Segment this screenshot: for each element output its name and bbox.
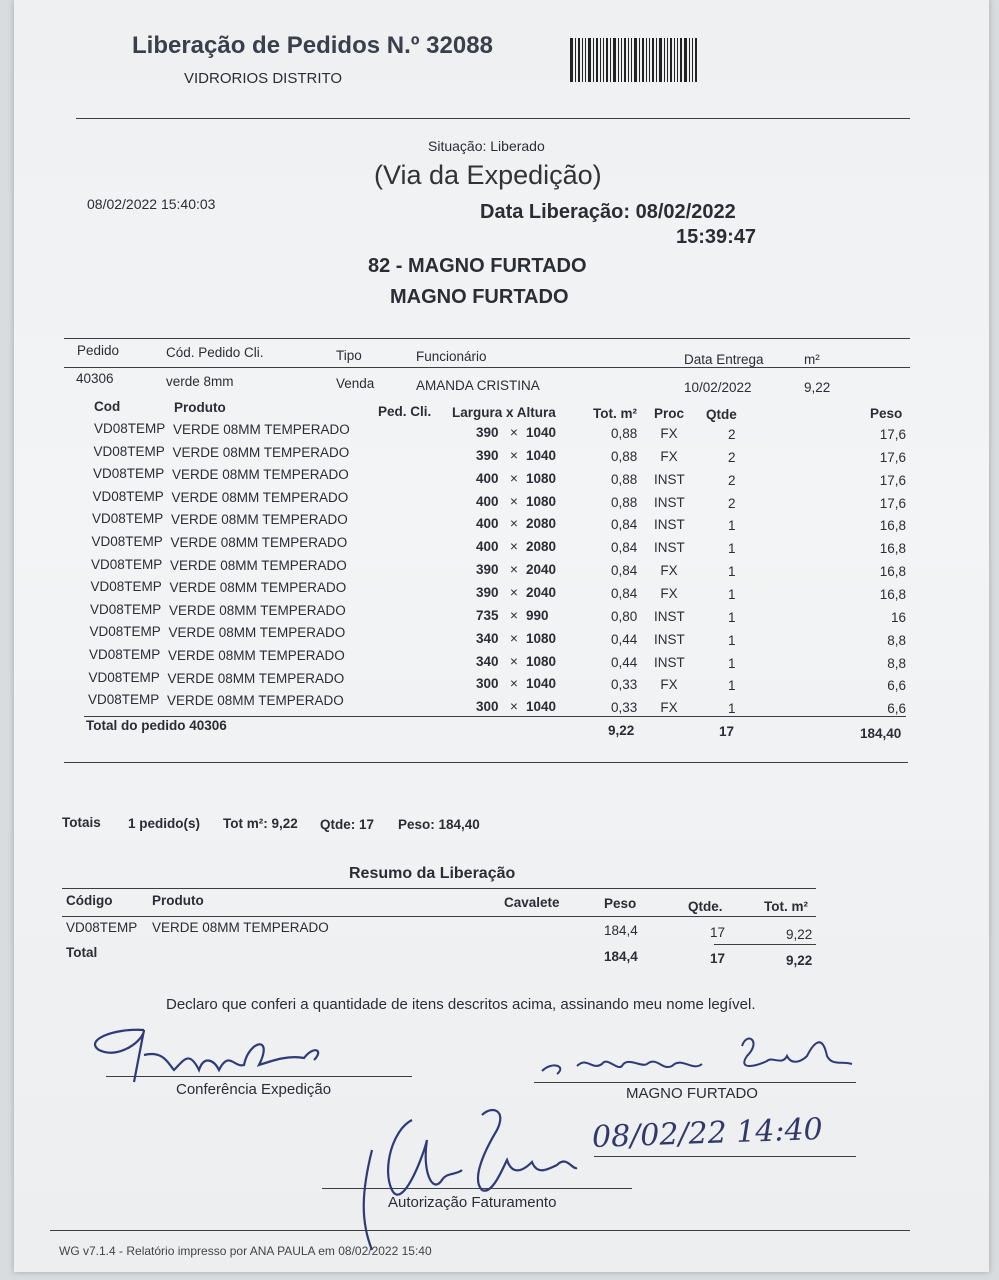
item-cod: VD08TEMP [88, 692, 160, 708]
barcode-bar [606, 38, 608, 82]
col-m2: m² [804, 352, 820, 367]
item-dimension-separator: × [510, 539, 518, 555]
item-largura: 400 [476, 493, 499, 509]
barcode-bar [578, 38, 580, 82]
customer-code-name: 82 - MAGNO FURTADO [368, 255, 587, 277]
order-client-code: verde 8mm [166, 374, 234, 389]
order-total-label: Total do pedido 40306 [86, 718, 227, 733]
item-altura: 1080 [526, 470, 557, 486]
item-produto: VERDE 08MM TEMPERADO [171, 489, 349, 505]
item-altura: 1040 [526, 425, 557, 440]
item-produto: VERDE 08MM TEMPERADO [168, 625, 346, 641]
item-tot: 0,44 [611, 631, 638, 647]
status-situacao: Situação: Liberado [428, 138, 545, 154]
item-tot: 0,88 [611, 494, 638, 510]
item-qtde: 1 [728, 564, 736, 580]
item-cod: VD08TEMP [93, 466, 165, 482]
document-page [14, 0, 989, 1272]
resumo-total-divider [714, 944, 816, 945]
item-proc: FX [660, 563, 678, 579]
resumo-col-qtde: Qtde. [688, 899, 723, 914]
item-cod: VD08TEMP [93, 443, 165, 459]
item-peso: 6,6 [887, 701, 906, 717]
items-bottom-divider [84, 716, 906, 717]
item-altura: 2040 [526, 562, 557, 578]
order-m2: 9,22 [804, 380, 831, 395]
items-col-produto: Produto [174, 400, 226, 415]
item-qtde: 2 [728, 449, 736, 465]
resumo-total-label: Total [66, 945, 98, 960]
barcode-icon [570, 38, 718, 82]
resumo-total-qtde: 17 [710, 951, 726, 966]
item-peso: 16,8 [879, 541, 906, 557]
item-produto: VERDE 08MM TEMPERADO [170, 535, 348, 550]
item-cod: VD08TEMP [91, 556, 163, 572]
barcode-bar [642, 38, 644, 82]
barcode-bar [593, 38, 594, 82]
item-tot: 0,88 [611, 471, 638, 487]
item-largura: 735 [476, 607, 499, 623]
resumo-col-tot-m2: Tot. m² [764, 899, 808, 914]
items-col-proc: Proc [654, 406, 685, 421]
item-produto: VERDE 08MM TEMPERADO [169, 580, 347, 596]
item-peso: 16,8 [879, 586, 906, 602]
barcode-bar [582, 38, 583, 82]
resumo-header-divider [62, 916, 816, 917]
item-produto: VERDE 08MM TEMPERADO [172, 467, 349, 483]
signature-cliente-icon [532, 1026, 862, 1086]
barcode-bar [659, 38, 662, 82]
item-dimension-separator: × [510, 607, 518, 623]
order-total-peso: 184,40 [860, 726, 902, 741]
items-col-cod: Cod [94, 399, 121, 414]
item-qtde: 1 [728, 541, 736, 557]
barcode-bar [613, 38, 616, 82]
order-section-divider [64, 762, 908, 763]
item-altura: 2080 [526, 516, 557, 532]
item-altura: 1040 [526, 699, 557, 715]
item-tot: 0,88 [611, 448, 638, 464]
barcode-bar [695, 38, 697, 82]
item-tot: 0,84 [611, 585, 638, 601]
item-largura: 300 [476, 676, 499, 692]
item-proc: INST [654, 517, 685, 533]
item-peso: 17,6 [879, 427, 906, 442]
item-peso: 16,8 [879, 564, 906, 580]
item-tot: 0,44 [611, 654, 638, 670]
handwritten-date: 08/02/22 14:40 [591, 1111, 824, 1156]
item-produto: VERDE 08MM TEMPERADO [173, 422, 350, 437]
items-col-qtde: Qtde [706, 407, 737, 422]
resumo-title: Resumo da Liberação [349, 865, 516, 882]
item-dimension-separator: × [510, 699, 518, 715]
order-top-divider [64, 338, 910, 339]
item-altura: 1080 [526, 493, 557, 509]
item-cod: VD08TEMP [89, 624, 161, 640]
totals-peso: Peso: 184,40 [398, 817, 480, 832]
item-qtde: 1 [728, 632, 736, 648]
item-peso: 17,6 [879, 472, 906, 488]
barcode-bar [575, 38, 576, 82]
item-produto: VERDE 08MM TEMPERADO [169, 602, 346, 618]
item-proc: FX [660, 448, 678, 464]
footer-divider [50, 1230, 910, 1231]
release-time: 15:39:47 [676, 226, 757, 248]
barcode-bar [677, 38, 678, 82]
item-tot: 0,33 [611, 677, 638, 693]
order-type: Venda [336, 376, 375, 391]
item-dimension-separator: × [510, 562, 518, 578]
item-largura: 300 [476, 699, 499, 715]
item-proc: INST [654, 540, 685, 556]
item-peso: 8,8 [887, 632, 906, 648]
item-tot: 0,80 [611, 608, 638, 624]
item-proc: INST [654, 608, 685, 624]
item-proc: INST [654, 654, 685, 670]
resumo-row-qtde: 17 [710, 925, 726, 940]
conferencia-label: Conferência Expedição [176, 1081, 332, 1098]
barcode-bar [649, 38, 650, 82]
resumo-row-tot-m2: 9,22 [786, 927, 813, 942]
totals-m2: Tot m²: 9,22 [223, 816, 298, 831]
item-proc: FX [660, 700, 678, 716]
item-altura: 1040 [526, 676, 557, 692]
totals-label: Totais [62, 815, 101, 830]
item-largura: 390 [476, 425, 499, 440]
company-name: VIDRORIOS DISTRITO [184, 70, 343, 87]
item-largura: 390 [476, 562, 499, 578]
barcode-bar [664, 38, 665, 82]
resumo-row-peso: 184,4 [604, 923, 638, 938]
barcode-bar [680, 38, 682, 82]
item-produto: VERDE 08MM TEMPERADO [167, 670, 345, 686]
barcode-bar [646, 38, 647, 82]
barcode-bar [656, 38, 657, 82]
item-peso: 17,6 [879, 449, 906, 465]
item-cod: VD08TEMP [90, 579, 162, 595]
item-cod: VD08TEMP [88, 669, 160, 685]
item-altura: 1080 [526, 630, 557, 646]
item-altura: 1080 [526, 653, 557, 669]
barcode-bar [689, 38, 690, 82]
barcode-bar [585, 38, 586, 82]
signature-conferencia-icon [74, 1010, 334, 1090]
col-funcionario: Funcionário [416, 349, 487, 364]
item-dimension-separator: × [510, 516, 518, 532]
item-cod: VD08TEMP [90, 601, 162, 617]
barcode-bar [603, 38, 604, 82]
item-peso: 16,8 [879, 518, 906, 534]
item-largura: 340 [476, 653, 499, 669]
date-line [594, 1156, 856, 1157]
item-dimension-separator: × [510, 584, 518, 600]
item-tot: 0,84 [611, 563, 638, 579]
item-tot: 0,84 [611, 540, 638, 556]
col-pedido: Pedido [77, 343, 120, 358]
item-largura: 400 [476, 516, 499, 532]
item-proc: FX [660, 677, 678, 693]
resumo-col-cavalete: Cavalete [504, 895, 560, 910]
order-total-qtde: 17 [719, 724, 735, 739]
item-peso: 6,6 [887, 678, 906, 694]
barcode-bar [588, 38, 591, 82]
item-largura: 400 [476, 470, 499, 486]
col-cod-pedido-cli: Cód. Pedido Cli. [166, 345, 264, 360]
item-proc: FX [660, 426, 678, 441]
resumo-col-codigo: Código [66, 893, 113, 908]
item-dimension-separator: × [510, 425, 518, 440]
resumo-total-peso: 184,4 [604, 949, 638, 964]
totals-qtde: Qtde: 17 [320, 817, 375, 832]
item-proc: INST [654, 631, 685, 647]
document-title: Liberação de Pedidos N.º 32088 [132, 32, 493, 59]
item-altura: 2080 [526, 539, 557, 555]
item-tot: 0,84 [611, 517, 638, 533]
order-total-m2: 9,22 [608, 723, 635, 738]
item-cod: VD08TEMP [94, 421, 166, 436]
item-cod: VD08TEMP [89, 647, 161, 662]
item-dimension-separator: × [510, 676, 518, 692]
item-qtde: 1 [728, 678, 736, 694]
resumo-row-codigo: VD08TEMP [66, 920, 138, 935]
item-produto: VERDE 08MM TEMPERADO [170, 557, 347, 573]
item-peso: 8,8 [887, 655, 906, 671]
header-divider [76, 118, 910, 119]
item-qtde: 1 [728, 655, 736, 671]
item-produto: VERDE 08MM TEMPERADO [172, 444, 350, 460]
declaration-text: Declaro que conferi a quantidade de itens descritos acima, assinando meu nome legível. [166, 996, 756, 1013]
item-qtde: 2 [728, 472, 736, 488]
item-tot: 0,88 [611, 426, 638, 441]
item-produto: VERDE 08MM TEMPERADO [168, 648, 345, 663]
item-qtde: 2 [728, 427, 736, 442]
item-produto: VERDE 08MM TEMPERADO [167, 693, 344, 709]
col-data-entrega: Data Entrega [684, 352, 764, 367]
barcode-bar [624, 38, 626, 82]
item-dimension-separator: × [510, 470, 518, 486]
barcode-bar [667, 38, 668, 82]
barcode-bar [570, 38, 573, 82]
signature-autorizacao-icon [332, 1100, 592, 1260]
item-peso: 16 [890, 609, 906, 625]
resumo-col-peso: Peso [604, 896, 637, 911]
item-proc: INST [654, 494, 685, 510]
barcode-bar [670, 38, 672, 82]
item-altura: 2040 [526, 584, 557, 600]
resumo-total-tot-m2: 9,22 [786, 953, 813, 968]
barcode-bar [684, 38, 687, 82]
item-qtde: 1 [728, 518, 736, 534]
customer-name: MAGNO FURTADO [390, 286, 569, 308]
barcode-bar [618, 38, 619, 82]
item-largura: 400 [476, 539, 499, 555]
printed-timestamp: 08/02/2022 15:40:03 [87, 196, 216, 212]
order-header-divider [64, 367, 910, 368]
barcode-bar [610, 38, 611, 82]
item-proc: FX [660, 585, 678, 601]
barcode-bar [639, 38, 640, 82]
cliente-name: MAGNO FURTADO [626, 1085, 758, 1102]
item-dimension-separator: × [510, 493, 518, 509]
item-peso: 17,6 [879, 495, 906, 511]
order-number: 40306 [76, 371, 114, 386]
barcode-bar [628, 38, 629, 82]
item-qtde: 1 [728, 701, 736, 717]
item-largura: 390 [476, 584, 499, 600]
resumo-col-produto: Produto [152, 893, 204, 908]
item-altura: 1040 [526, 447, 557, 463]
item-dimension-separator: × [510, 630, 518, 646]
item-proc: INST [654, 471, 685, 487]
barcode-bar [596, 38, 598, 82]
col-tipo: Tipo [336, 348, 362, 363]
item-produto: VERDE 08MM TEMPERADO [171, 512, 348, 528]
barcode-bar [600, 38, 601, 82]
item-altura: 990 [526, 607, 549, 623]
items-col-ped-cli: Ped. Cli. [378, 404, 432, 419]
item-qtde: 1 [728, 609, 736, 625]
items-col-tot-m2: Tot. m² [593, 406, 637, 421]
barcode-bar [631, 38, 632, 82]
resumo-row-produto: VERDE 08MM TEMPERADO [152, 920, 329, 935]
copy-type: (Via da Expedição) [374, 160, 602, 190]
item-qtde: 2 [728, 495, 736, 511]
totals-pedidos: 1 pedido(s) [128, 816, 201, 831]
item-largura: 340 [476, 630, 499, 646]
item-tot: 0,33 [611, 700, 638, 716]
barcode-bar [674, 38, 675, 82]
item-dimension-separator: × [510, 447, 518, 463]
barcode-bar [652, 38, 654, 82]
items-col-largura-altura: Largura x Altura [452, 405, 556, 420]
item-cod: VD08TEMP [92, 488, 164, 504]
items-col-peso: Peso [870, 406, 903, 421]
barcode-bar [634, 38, 637, 82]
footer-text: WG v7.1.4 - Relatório impresso por ANA PAULA em 08/02/2022 15:40 [59, 1244, 432, 1258]
release-date: Data Liberação: 08/02/2022 [480, 201, 736, 223]
resumo-top-divider [62, 888, 816, 889]
barcode-bar [621, 38, 622, 82]
order-employee: AMANDA CRISTINA [416, 378, 540, 393]
item-cod: VD08TEMP [92, 511, 164, 527]
item-cod: VD08TEMP [91, 534, 163, 549]
autorizacao-label: Autorização Faturamento [388, 1194, 557, 1211]
order-delivery-date: 10/02/2022 [684, 380, 752, 395]
item-dimension-separator: × [510, 653, 518, 669]
item-largura: 390 [476, 447, 499, 463]
item-qtde: 1 [728, 586, 736, 602]
barcode-bar [692, 38, 693, 82]
